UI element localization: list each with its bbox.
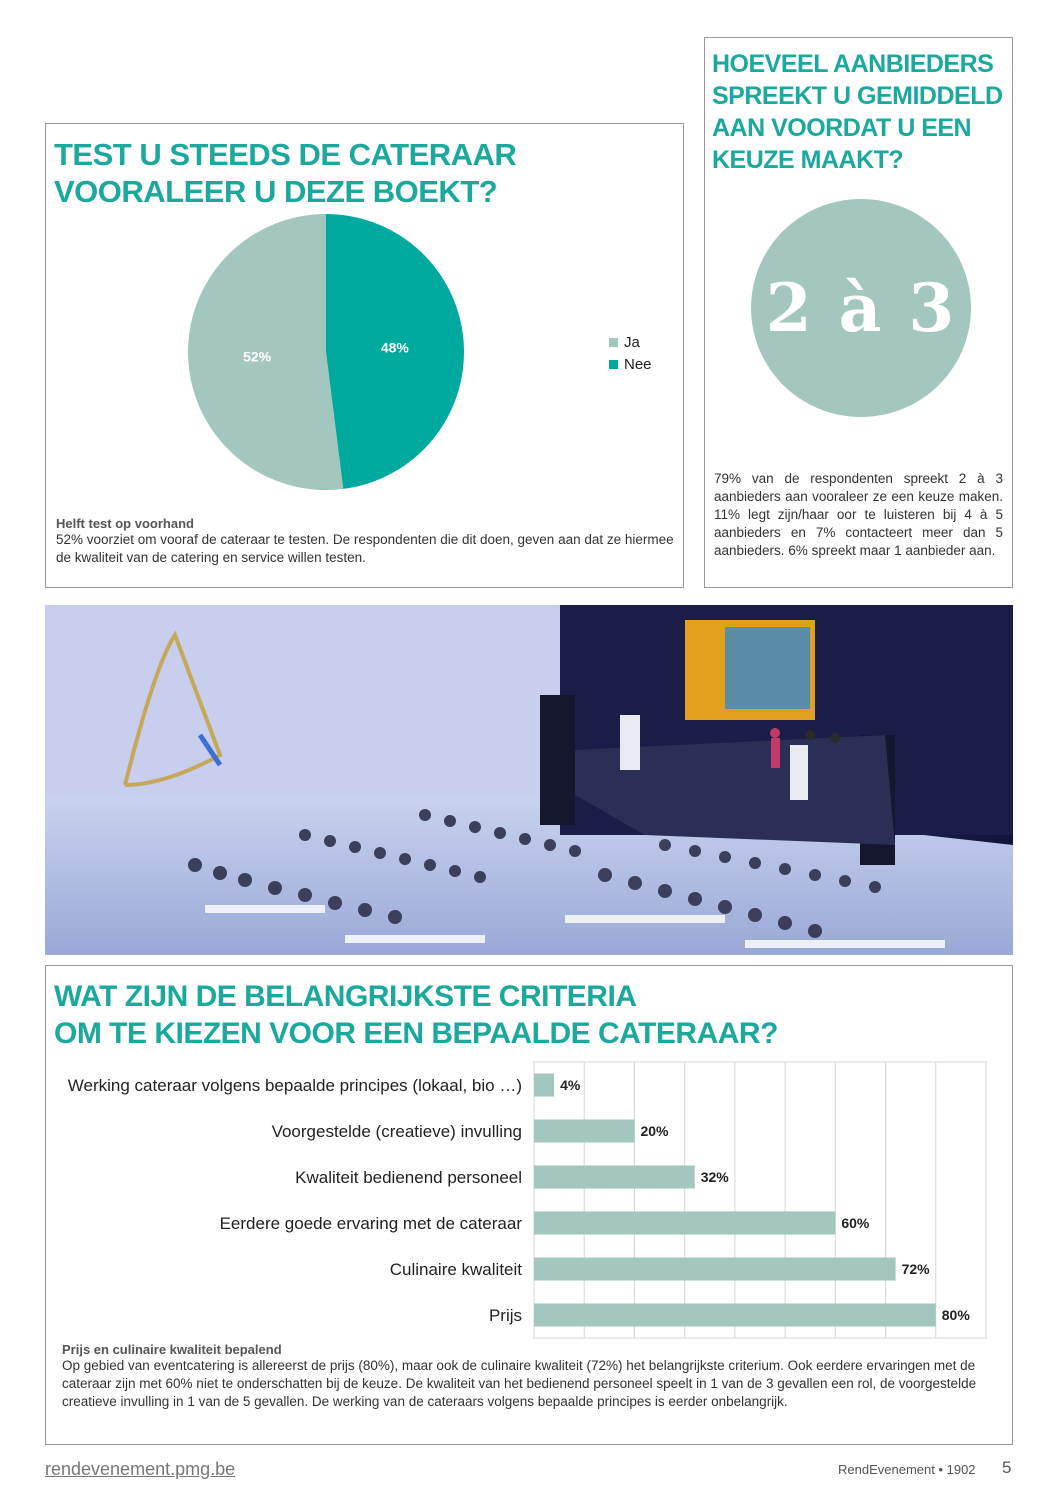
- event-photo-illustration: [45, 605, 1013, 955]
- pie-caption: [56, 516, 676, 567]
- criteria-bar-chart: [46, 1056, 1012, 1346]
- event-photo: [45, 605, 1013, 955]
- criteria-heading-line1: WAT ZIJN DE BELANGRIJKSTE CRITERIA: [54, 980, 637, 1013]
- big-number-value: 2 à 3: [765, 269, 957, 347]
- pie-heading-line1: TEST U STEEDS DE CATERAAR: [54, 137, 517, 172]
- footer-page-number: 5: [1002, 1458, 1012, 1477]
- category-label: Werking cateraar volgens bepaalde principes (lokaal, bio …): [67, 1076, 522, 1095]
- pie-heading-line2: VOORALEER U DEZE BOEKT?: [54, 174, 498, 209]
- category-label: Culinaire kwaliteit: [389, 1260, 522, 1279]
- bar-data-label: 4%: [560, 1077, 581, 1093]
- bar-4: [534, 1258, 896, 1281]
- bar-1: [534, 1120, 634, 1143]
- pie-data-label: 52%: [243, 348, 272, 365]
- category-label: Prijs: [488, 1306, 522, 1325]
- criteria-caption-title: Prijs en culinaire kwaliteit bepalend: [62, 1342, 282, 1357]
- category-label: Kwaliteit bedienend personeel: [295, 1168, 522, 1187]
- bar-5: [534, 1304, 936, 1327]
- aanbieders-heading-line4: KEUZE MAAKT?: [712, 146, 904, 174]
- footer-magazine: RendEvenement • 1902: [838, 1462, 976, 1477]
- pie-caption-body: 52% voorziet om vooraf de cateraar te testen. De respondenten die dit doen, geven aan dat ze hiermee de kwaliteit van de catering en service willen testen.: [56, 532, 674, 565]
- legend-label-ja: Ja: [624, 333, 640, 351]
- aanbieders-heading-line2: SPREEKT U GEMIDDELD: [712, 82, 1003, 110]
- bar-3: [534, 1212, 835, 1235]
- criteria-caption: [62, 1342, 1002, 1411]
- category-label: Eerdere goede ervaring met de cateraar: [219, 1214, 522, 1233]
- aanbieders-caption: [714, 470, 1003, 560]
- legend-label-nee: Nee: [624, 355, 652, 373]
- footer-url-link[interactable]: rendevenement.pmg.be: [45, 1459, 236, 1479]
- pie-caption-title: Helft test op voorhand: [56, 516, 194, 531]
- legend-item-nee: [609, 353, 652, 375]
- plot-frame: [534, 1062, 986, 1338]
- aanbieders-heading: [712, 48, 1007, 176]
- pie-panel: [45, 123, 684, 588]
- criteria-caption-body: Op gebied van eventcatering is allereerst de prijs (80%), maar ook de culinaire kwaliteit (72%) het belangrijkste criterium. Ook eerdere ervaringen met de cateraar zijn met 60% niet te onderschatten bij de keuze. De kwaliteit van het bedienend personeel speelt in 1 van de 3 gevallen een rol, de voorgestelde creatieve invulling in 1 van de 5 gevallen. De werking van de cateraars volgens bepaalde principes is eerder onbelangrijk.: [62, 1358, 977, 1409]
- pie-heading: [54, 136, 516, 210]
- aanbieders-heading-line3: AAN VOORDAT U EEN: [712, 114, 972, 142]
- pie-chart: [186, 212, 466, 492]
- legend-swatch-nee: [609, 360, 618, 369]
- big-number-circle: [751, 199, 971, 417]
- bar-data-label: 32%: [700, 1169, 729, 1185]
- bar-0: [534, 1074, 554, 1097]
- bar-data-label: 60%: [841, 1215, 870, 1231]
- aanbieders-caption-body: 79% van de respondenten spreekt 2 à 3 aanbieders aan vooraleer ze een keuze maken. 11% legt zijn/haar oor te luisteren bij 4 à 5 aanbieders en 7% contacteert meer dan 5 aanbieders. 6% spreekt maar 1 aanbieder aan.: [714, 471, 1003, 558]
- legend-item-ja: [609, 331, 652, 353]
- aanbieders-panel: [704, 37, 1013, 588]
- bar-data-label: 80%: [941, 1307, 970, 1323]
- bar-data-label: 20%: [640, 1123, 669, 1139]
- bar-data-label: 72%: [901, 1261, 930, 1277]
- category-label: Voorgestelde (creatieve) invulling: [271, 1122, 522, 1141]
- aanbieders-heading-line1: HOEVEEL AANBIEDERS: [712, 50, 994, 78]
- pie-data-label: 48%: [380, 339, 409, 356]
- criteria-heading-line2: OM TE KIEZEN VOOR EEN BEPAALDE CATERAAR?: [54, 1017, 778, 1050]
- legend-swatch-ja: [609, 338, 618, 347]
- criteria-heading: [54, 978, 778, 1052]
- pie-legend: [609, 331, 652, 375]
- criteria-panel: [45, 965, 1013, 1445]
- bar-2: [534, 1166, 695, 1189]
